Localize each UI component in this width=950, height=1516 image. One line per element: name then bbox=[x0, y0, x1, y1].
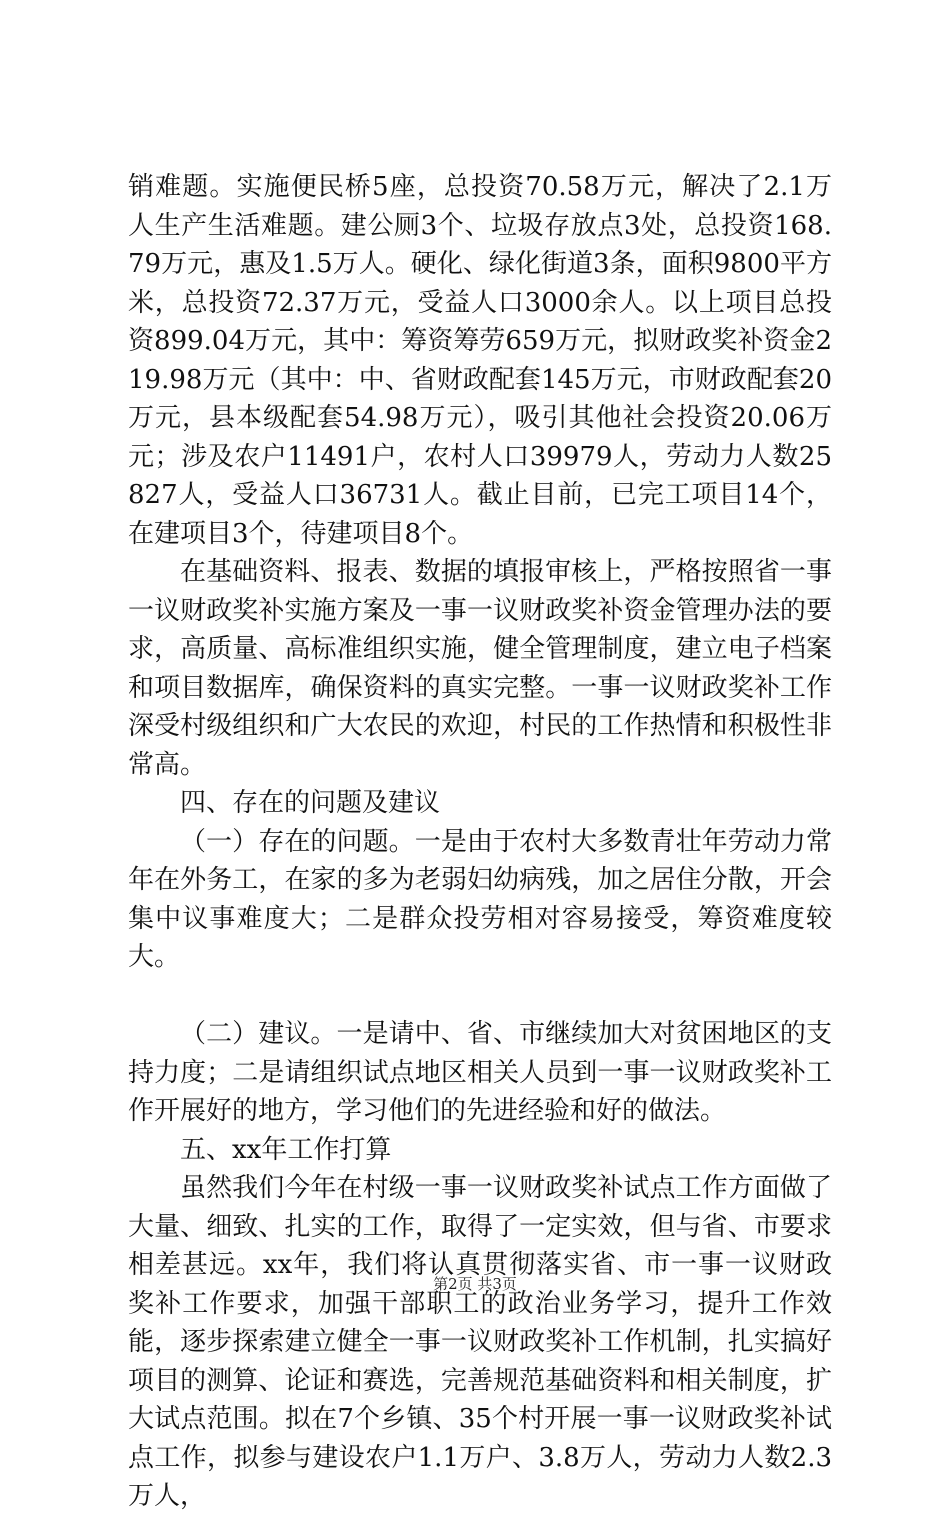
page-footer: 第2页 共3页 bbox=[433, 1275, 517, 1293]
paragraph-data-review: 在基础资料、报表、数据的填报审核上，严格按照省一事一议财政奖补实施方案及一事一议财政奖补资金管理办法的要求，高质量、高标准组织实施，健全管理制度，建立电子档案和项目数据库，确保资料的真实完整。一事一议财政奖补工作深受村级组织和广大农民的欢迎，村民的工作热情和积极性非常高。 bbox=[128, 557, 832, 780]
paragraph-project-summary: 销难题。实施便民桥5座，总投资70.58万元，解决了2.1万人生产生活难题。建公厕3个、垃圾存放点3处，总投资168.79万元，惠及1.5万人。硬化、绿化街道3条，面积9800平方米，总投资72.37万元，受益人口3000余人。以上项目总投资899.04万元，其中：筹资筹劳659万元，拟财政奖补资金219.98万元（其中：中、省财政配套145万元，市财政配套20万元，县本级配套54.98万元），吸引其他社会投资20.06万元；涉及农户11491户，农村人口39979人，劳动力人数25827人，受益人口36731人。截止目前，已完工项目14个，在建项目3个，待建项目8个。 bbox=[128, 172, 832, 549]
paragraph-spacer bbox=[128, 977, 832, 1016]
paragraph-work-plan: 虽然我们今年在村级一事一议财政奖补试点工作方面做了大量、细致、扎实的工作，取得了一定实效，但与省、市要求相差甚远。xx年，我们将认真贯彻落实省、市一事一议财政奖补工作要求，加强干部职工的政治业务学习，提升工作效能，逐步探索建立健全一事一议财政奖补工作机制，扎实搞好项目的测算、论证和赛选，完善规范基础资料和相关制度，扩大试点范围。拟在7个乡镇、35个村开展一事一议财政奖补试点工作，拟参与建设农户1.1万户、3.8万人，劳动力人数2.3万人， bbox=[128, 1173, 832, 1511]
section-heading-work-plan: 五、xx年工作打算 bbox=[180, 1134, 392, 1165]
document-body bbox=[128, 168, 832, 1516]
paragraph-suggestions: （二）建议。一是请中、省、市继续加大对贫困地区的支持力度；二是请组织试点地区相关人员到一事一议财政奖补工作开展好的地方，学习他们的先进经验和好的做法。 bbox=[128, 1019, 832, 1126]
paragraph-problems: （一）存在的问题。一是由于农村大多数青壮年劳动力常年在外务工，在家的多为老弱妇幼病残，加之居住分散，开会集中议事难度大；二是群众投劳相对容易接受，筹资难度较大。 bbox=[128, 826, 832, 972]
section-heading-problems: 四、存在的问题及建议 bbox=[180, 788, 441, 818]
